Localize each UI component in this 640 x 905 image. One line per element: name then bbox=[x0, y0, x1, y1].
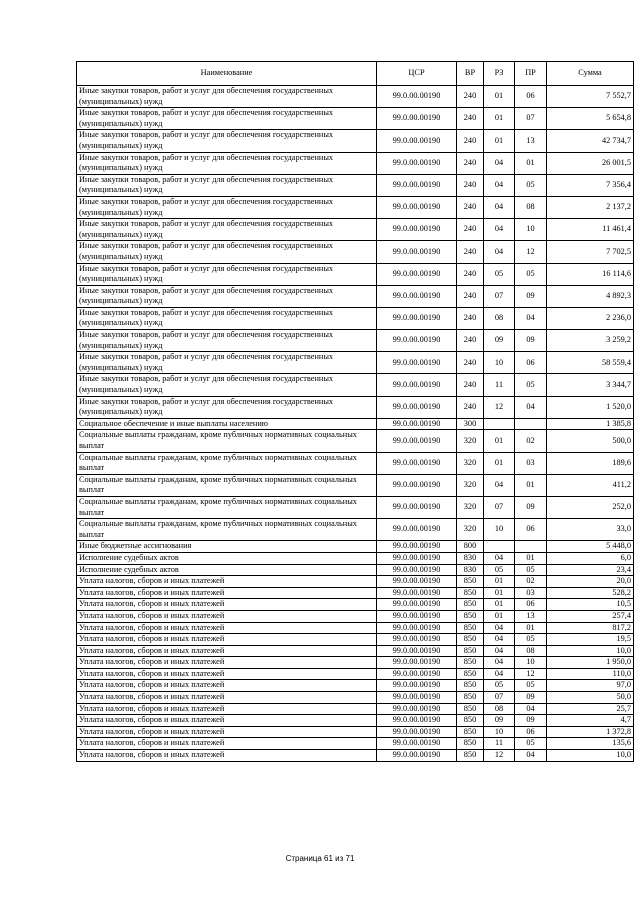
cell-rz: 04 bbox=[484, 622, 515, 634]
cell-rz: 05 bbox=[484, 680, 515, 692]
cell-csr: 99.0.00.00190 bbox=[377, 496, 457, 518]
table-row bbox=[77, 668, 634, 680]
cell-name: Уплата налогов, сборов и иных платежей bbox=[77, 587, 377, 599]
cell-name: Уплата налогов, сборов и иных платежей bbox=[77, 668, 377, 680]
cell-csr: 99.0.00.00190 bbox=[377, 552, 457, 564]
cell-csr: 99.0.00.00190 bbox=[377, 634, 457, 646]
cell-sum: 2 236,0 bbox=[547, 307, 634, 329]
cell-vr: 240 bbox=[457, 263, 484, 285]
cell-pr: 03 bbox=[515, 452, 547, 474]
table-row bbox=[77, 519, 634, 541]
cell-sum: 135,6 bbox=[547, 738, 634, 750]
cell-vr: 850 bbox=[457, 715, 484, 727]
cell-pr: 05 bbox=[515, 738, 547, 750]
cell-vr: 240 bbox=[457, 130, 484, 152]
cell-pr: 09 bbox=[515, 692, 547, 704]
cell-csr: 99.0.00.00190 bbox=[377, 307, 457, 329]
table-header-row bbox=[77, 62, 634, 86]
table-row bbox=[77, 715, 634, 727]
cell-csr: 99.0.00.00190 bbox=[377, 726, 457, 738]
cell-rz: 04 bbox=[484, 668, 515, 680]
cell-sum: 1 950,0 bbox=[547, 657, 634, 669]
cell-sum: 1 372,8 bbox=[547, 726, 634, 738]
cell-csr: 99.0.00.00190 bbox=[377, 715, 457, 727]
cell-pr bbox=[515, 541, 547, 553]
cell-csr: 99.0.00.00190 bbox=[377, 452, 457, 474]
table-row bbox=[77, 576, 634, 588]
cell-csr: 99.0.00.00190 bbox=[377, 750, 457, 762]
cell-pr: 06 bbox=[515, 599, 547, 611]
cell-sum: 10,0 bbox=[547, 645, 634, 657]
cell-csr: 99.0.00.00190 bbox=[377, 108, 457, 130]
table-row bbox=[77, 657, 634, 669]
cell-sum: 23,4 bbox=[547, 564, 634, 576]
cell-pr: 01 bbox=[515, 622, 547, 634]
cell-vr: 850 bbox=[457, 599, 484, 611]
cell-vr: 850 bbox=[457, 634, 484, 646]
cell-sum: 257,4 bbox=[547, 610, 634, 622]
cell-rz: 07 bbox=[484, 285, 515, 307]
table-row bbox=[77, 634, 634, 646]
cell-rz: 12 bbox=[484, 396, 515, 418]
cell-pr: 06 bbox=[515, 352, 547, 374]
table-row bbox=[77, 541, 634, 553]
cell-name: Иные закупки товаров, работ и услуг для обеспечения государственных (муниципальных) нужд bbox=[77, 86, 377, 108]
cell-pr: 04 bbox=[515, 307, 547, 329]
cell-name: Иные закупки товаров, работ и услуг для обеспечения государственных (муниципальных) нужд bbox=[77, 374, 377, 396]
cell-csr: 99.0.00.00190 bbox=[377, 738, 457, 750]
header-vr: ВР bbox=[457, 62, 484, 86]
cell-sum: 110,0 bbox=[547, 668, 634, 680]
cell-pr: 02 bbox=[515, 430, 547, 452]
cell-rz: 04 bbox=[484, 474, 515, 496]
cell-name: Иные закупки товаров, работ и услуг для обеспечения государственных (муниципальных) нужд bbox=[77, 219, 377, 241]
cell-name: Исполнение судебных актов bbox=[77, 552, 377, 564]
cell-rz: 07 bbox=[484, 496, 515, 518]
cell-sum: 25,7 bbox=[547, 703, 634, 715]
cell-csr: 99.0.00.00190 bbox=[377, 352, 457, 374]
cell-name: Иные бюджетные ассигнования bbox=[77, 541, 377, 553]
cell-name: Социальные выплаты гражданам, кроме публичных нормативных социальных выплат bbox=[77, 496, 377, 518]
cell-sum: 2 137,2 bbox=[547, 196, 634, 218]
cell-rz: 01 bbox=[484, 108, 515, 130]
table-row bbox=[77, 680, 634, 692]
cell-name: Уплата налогов, сборов и иных платежей bbox=[77, 645, 377, 657]
table-row bbox=[77, 130, 634, 152]
cell-pr: 03 bbox=[515, 587, 547, 599]
cell-sum: 42 734,7 bbox=[547, 130, 634, 152]
cell-sum: 50,0 bbox=[547, 692, 634, 704]
table-row bbox=[77, 452, 634, 474]
cell-vr: 850 bbox=[457, 657, 484, 669]
cell-rz: 04 bbox=[484, 657, 515, 669]
cell-name: Социальные выплаты гражданам, кроме публичных нормативных социальных выплат bbox=[77, 452, 377, 474]
cell-rz: 08 bbox=[484, 307, 515, 329]
cell-csr: 99.0.00.00190 bbox=[377, 196, 457, 218]
cell-vr: 320 bbox=[457, 430, 484, 452]
cell-vr: 240 bbox=[457, 152, 484, 174]
cell-rz: 04 bbox=[484, 152, 515, 174]
table-row bbox=[77, 496, 634, 518]
table-row bbox=[77, 645, 634, 657]
cell-csr: 99.0.00.00190 bbox=[377, 576, 457, 588]
cell-pr: 04 bbox=[515, 750, 547, 762]
table-row bbox=[77, 219, 634, 241]
cell-csr: 99.0.00.00190 bbox=[377, 396, 457, 418]
cell-csr: 99.0.00.00190 bbox=[377, 541, 457, 553]
cell-rz: 10 bbox=[484, 519, 515, 541]
cell-sum: 1 520,0 bbox=[547, 396, 634, 418]
cell-vr: 240 bbox=[457, 352, 484, 374]
cell-csr: 99.0.00.00190 bbox=[377, 219, 457, 241]
cell-csr: 99.0.00.00190 bbox=[377, 374, 457, 396]
cell-name: Иные закупки товаров, работ и услуг для обеспечения государственных (муниципальных) нужд bbox=[77, 241, 377, 263]
cell-rz: 04 bbox=[484, 552, 515, 564]
cell-csr: 99.0.00.00190 bbox=[377, 263, 457, 285]
cell-sum: 10,0 bbox=[547, 750, 634, 762]
cell-sum: 11 461,4 bbox=[547, 219, 634, 241]
table-row bbox=[77, 418, 634, 430]
cell-pr: 12 bbox=[515, 668, 547, 680]
table-body bbox=[77, 86, 634, 762]
table-row bbox=[77, 263, 634, 285]
cell-name: Уплата налогов, сборов и иных платежей bbox=[77, 634, 377, 646]
table-row bbox=[77, 692, 634, 704]
cell-pr: 09 bbox=[515, 285, 547, 307]
cell-rz: 01 bbox=[484, 430, 515, 452]
cell-csr: 99.0.00.00190 bbox=[377, 152, 457, 174]
table-row bbox=[77, 330, 634, 352]
cell-vr: 240 bbox=[457, 307, 484, 329]
cell-sum: 7 702,5 bbox=[547, 241, 634, 263]
cell-rz: 01 bbox=[484, 599, 515, 611]
cell-csr: 99.0.00.00190 bbox=[377, 130, 457, 152]
cell-rz bbox=[484, 541, 515, 553]
table-row bbox=[77, 241, 634, 263]
cell-vr: 320 bbox=[457, 474, 484, 496]
cell-csr: 99.0.00.00190 bbox=[377, 610, 457, 622]
cell-name: Уплата налогов, сборов и иных платежей bbox=[77, 726, 377, 738]
table-row bbox=[77, 86, 634, 108]
cell-sum: 252,0 bbox=[547, 496, 634, 518]
cell-sum: 97,0 bbox=[547, 680, 634, 692]
cell-vr: 850 bbox=[457, 703, 484, 715]
cell-rz: 04 bbox=[484, 634, 515, 646]
cell-sum: 16 114,6 bbox=[547, 263, 634, 285]
cell-name: Иные закупки товаров, работ и услуг для обеспечения государственных (муниципальных) нужд bbox=[77, 130, 377, 152]
cell-pr: 10 bbox=[515, 657, 547, 669]
cell-vr: 850 bbox=[457, 576, 484, 588]
cell-rz: 04 bbox=[484, 219, 515, 241]
cell-vr: 850 bbox=[457, 668, 484, 680]
cell-csr: 99.0.00.00190 bbox=[377, 587, 457, 599]
cell-vr: 850 bbox=[457, 610, 484, 622]
cell-name: Иные закупки товаров, работ и услуг для обеспечения государственных (муниципальных) нужд bbox=[77, 307, 377, 329]
cell-rz: 09 bbox=[484, 330, 515, 352]
cell-vr: 850 bbox=[457, 587, 484, 599]
table-row bbox=[77, 552, 634, 564]
cell-name: Социальные выплаты гражданам, кроме публичных нормативных социальных выплат bbox=[77, 474, 377, 496]
table-row bbox=[77, 726, 634, 738]
cell-rz: 11 bbox=[484, 374, 515, 396]
table-row bbox=[77, 622, 634, 634]
cell-vr: 320 bbox=[457, 452, 484, 474]
cell-sum: 20,0 bbox=[547, 576, 634, 588]
cell-rz: 04 bbox=[484, 241, 515, 263]
cell-sum: 1 385,8 bbox=[547, 418, 634, 430]
cell-name: Иные закупки товаров, работ и услуг для обеспечения государственных (муниципальных) нужд bbox=[77, 396, 377, 418]
table-row bbox=[77, 152, 634, 174]
table-row bbox=[77, 396, 634, 418]
cell-sum: 7 356,4 bbox=[547, 174, 634, 196]
cell-csr: 99.0.00.00190 bbox=[377, 241, 457, 263]
cell-rz: 04 bbox=[484, 645, 515, 657]
table-row bbox=[77, 307, 634, 329]
table-row bbox=[77, 108, 634, 130]
cell-sum: 189,6 bbox=[547, 452, 634, 474]
table-row bbox=[77, 285, 634, 307]
cell-rz: 01 bbox=[484, 86, 515, 108]
table-row bbox=[77, 587, 634, 599]
cell-csr: 99.0.00.00190 bbox=[377, 285, 457, 307]
cell-csr: 99.0.00.00190 bbox=[377, 519, 457, 541]
cell-sum: 4,7 bbox=[547, 715, 634, 727]
table-row bbox=[77, 352, 634, 374]
cell-name: Уплата налогов, сборов и иных платежей bbox=[77, 692, 377, 704]
cell-pr: 13 bbox=[515, 130, 547, 152]
cell-rz: 11 bbox=[484, 738, 515, 750]
cell-csr: 99.0.00.00190 bbox=[377, 680, 457, 692]
cell-name: Иные закупки товаров, работ и услуг для обеспечения государственных (муниципальных) нужд bbox=[77, 152, 377, 174]
cell-name: Иные закупки товаров, работ и услуг для обеспечения государственных (муниципальных) нужд bbox=[77, 285, 377, 307]
cell-name: Уплата налогов, сборов и иных платежей bbox=[77, 610, 377, 622]
cell-pr: 01 bbox=[515, 152, 547, 174]
cell-vr: 240 bbox=[457, 241, 484, 263]
cell-name: Уплата налогов, сборов и иных платежей bbox=[77, 703, 377, 715]
cell-rz: 01 bbox=[484, 587, 515, 599]
cell-csr: 99.0.00.00190 bbox=[377, 174, 457, 196]
cell-rz bbox=[484, 418, 515, 430]
cell-vr: 300 bbox=[457, 418, 484, 430]
cell-rz: 04 bbox=[484, 196, 515, 218]
cell-sum: 4 892,3 bbox=[547, 285, 634, 307]
cell-name: Иные закупки товаров, работ и услуг для обеспечения государственных (муниципальных) нужд bbox=[77, 196, 377, 218]
cell-sum: 19,5 bbox=[547, 634, 634, 646]
cell-sum: 528,2 bbox=[547, 587, 634, 599]
cell-pr: 06 bbox=[515, 86, 547, 108]
cell-pr: 05 bbox=[515, 680, 547, 692]
cell-rz: 01 bbox=[484, 610, 515, 622]
cell-sum: 411,2 bbox=[547, 474, 634, 496]
cell-name: Уплата налогов, сборов и иных платежей bbox=[77, 576, 377, 588]
cell-sum: 3 344,7 bbox=[547, 374, 634, 396]
cell-vr: 320 bbox=[457, 519, 484, 541]
cell-rz: 12 bbox=[484, 750, 515, 762]
cell-pr: 06 bbox=[515, 519, 547, 541]
cell-name: Иные закупки товаров, работ и услуг для обеспечения государственных (муниципальных) нужд bbox=[77, 263, 377, 285]
cell-name: Социальные выплаты гражданам, кроме публичных нормативных социальных выплат bbox=[77, 430, 377, 452]
cell-vr: 240 bbox=[457, 374, 484, 396]
cell-name: Уплата налогов, сборов и иных платежей bbox=[77, 750, 377, 762]
cell-csr: 99.0.00.00190 bbox=[377, 330, 457, 352]
cell-rz: 10 bbox=[484, 352, 515, 374]
cell-vr: 240 bbox=[457, 174, 484, 196]
cell-vr: 240 bbox=[457, 396, 484, 418]
cell-vr: 320 bbox=[457, 496, 484, 518]
cell-name: Иные закупки товаров, работ и услуг для обеспечения государственных (муниципальных) нужд bbox=[77, 108, 377, 130]
cell-vr: 830 bbox=[457, 552, 484, 564]
cell-rz: 09 bbox=[484, 715, 515, 727]
header-pr: ПР bbox=[515, 62, 547, 86]
table-row bbox=[77, 374, 634, 396]
cell-pr: 04 bbox=[515, 396, 547, 418]
cell-csr: 99.0.00.00190 bbox=[377, 622, 457, 634]
cell-sum: 3 259,2 bbox=[547, 330, 634, 352]
cell-sum: 33,0 bbox=[547, 519, 634, 541]
cell-name: Уплата налогов, сборов и иных платежей bbox=[77, 738, 377, 750]
cell-name: Социальные выплаты гражданам, кроме публичных нормативных социальных выплат bbox=[77, 519, 377, 541]
cell-name: Иные закупки товаров, работ и услуг для обеспечения государственных (муниципальных) нужд bbox=[77, 330, 377, 352]
cell-csr: 99.0.00.00190 bbox=[377, 692, 457, 704]
cell-pr: 08 bbox=[515, 645, 547, 657]
cell-sum: 500,0 bbox=[547, 430, 634, 452]
cell-pr: 09 bbox=[515, 496, 547, 518]
header-name: Наименование bbox=[77, 62, 377, 86]
table-row bbox=[77, 703, 634, 715]
cell-sum: 5 448,0 bbox=[547, 541, 634, 553]
table-row bbox=[77, 599, 634, 611]
cell-name: Уплата налогов, сборов и иных платежей bbox=[77, 657, 377, 669]
cell-sum: 7 552,7 bbox=[547, 86, 634, 108]
table-row bbox=[77, 610, 634, 622]
cell-pr: 05 bbox=[515, 374, 547, 396]
cell-pr: 02 bbox=[515, 576, 547, 588]
cell-pr: 05 bbox=[515, 634, 547, 646]
cell-vr: 850 bbox=[457, 726, 484, 738]
cell-name: Уплата налогов, сборов и иных платежей bbox=[77, 622, 377, 634]
cell-sum: 26 001,5 bbox=[547, 152, 634, 174]
cell-vr: 850 bbox=[457, 738, 484, 750]
cell-csr: 99.0.00.00190 bbox=[377, 474, 457, 496]
table-row bbox=[77, 474, 634, 496]
cell-rz: 01 bbox=[484, 452, 515, 474]
page-number: Страница 61 из 71 bbox=[285, 854, 355, 863]
cell-vr: 850 bbox=[457, 622, 484, 634]
cell-name: Социальное обеспечение и иные выплаты населению bbox=[77, 418, 377, 430]
cell-name: Иные закупки товаров, работ и услуг для обеспечения государственных (муниципальных) нужд bbox=[77, 352, 377, 374]
table-row bbox=[77, 196, 634, 218]
table-row bbox=[77, 430, 634, 452]
cell-vr: 800 bbox=[457, 541, 484, 553]
cell-vr: 240 bbox=[457, 219, 484, 241]
cell-pr: 12 bbox=[515, 241, 547, 263]
cell-vr: 240 bbox=[457, 196, 484, 218]
cell-name: Уплата налогов, сборов и иных платежей bbox=[77, 680, 377, 692]
cell-rz: 05 bbox=[484, 263, 515, 285]
table-row bbox=[77, 738, 634, 750]
cell-csr: 99.0.00.00190 bbox=[377, 703, 457, 715]
cell-pr: 10 bbox=[515, 219, 547, 241]
cell-sum: 5 654,8 bbox=[547, 108, 634, 130]
table-row bbox=[77, 750, 634, 762]
cell-pr: 08 bbox=[515, 196, 547, 218]
cell-csr: 99.0.00.00190 bbox=[377, 86, 457, 108]
cell-sum: 6,0 bbox=[547, 552, 634, 564]
cell-rz: 01 bbox=[484, 576, 515, 588]
cell-vr: 240 bbox=[457, 86, 484, 108]
cell-vr: 850 bbox=[457, 680, 484, 692]
cell-pr: 13 bbox=[515, 610, 547, 622]
cell-vr: 850 bbox=[457, 645, 484, 657]
budget-table bbox=[76, 61, 634, 762]
cell-rz: 05 bbox=[484, 564, 515, 576]
cell-pr: 07 bbox=[515, 108, 547, 130]
cell-pr: 04 bbox=[515, 703, 547, 715]
cell-pr: 05 bbox=[515, 263, 547, 285]
cell-vr: 850 bbox=[457, 750, 484, 762]
cell-rz: 10 bbox=[484, 726, 515, 738]
header-sum: Сумма bbox=[547, 62, 634, 86]
cell-csr: 99.0.00.00190 bbox=[377, 430, 457, 452]
cell-pr bbox=[515, 418, 547, 430]
cell-csr: 99.0.00.00190 bbox=[377, 657, 457, 669]
cell-name: Иные закупки товаров, работ и услуг для обеспечения государственных (муниципальных) нужд bbox=[77, 174, 377, 196]
cell-pr: 05 bbox=[515, 174, 547, 196]
cell-csr: 99.0.00.00190 bbox=[377, 668, 457, 680]
cell-csr: 99.0.00.00190 bbox=[377, 645, 457, 657]
cell-vr: 850 bbox=[457, 692, 484, 704]
cell-rz: 07 bbox=[484, 692, 515, 704]
cell-vr: 830 bbox=[457, 564, 484, 576]
cell-rz: 08 bbox=[484, 703, 515, 715]
cell-name: Исполнение судебных актов bbox=[77, 564, 377, 576]
cell-vr: 240 bbox=[457, 330, 484, 352]
cell-name: Уплата налогов, сборов и иных платежей bbox=[77, 715, 377, 727]
table-row bbox=[77, 564, 634, 576]
cell-pr: 06 bbox=[515, 726, 547, 738]
cell-pr: 09 bbox=[515, 330, 547, 352]
cell-pr: 09 bbox=[515, 715, 547, 727]
cell-pr: 05 bbox=[515, 564, 547, 576]
cell-csr: 99.0.00.00190 bbox=[377, 599, 457, 611]
cell-rz: 04 bbox=[484, 174, 515, 196]
cell-csr: 99.0.00.00190 bbox=[377, 418, 457, 430]
cell-vr: 240 bbox=[457, 108, 484, 130]
table-row bbox=[77, 174, 634, 196]
cell-rz: 01 bbox=[484, 130, 515, 152]
header-csr: ЦСР bbox=[377, 62, 457, 86]
cell-sum: 817,2 bbox=[547, 622, 634, 634]
cell-vr: 240 bbox=[457, 285, 484, 307]
cell-name: Уплата налогов, сборов и иных платежей bbox=[77, 599, 377, 611]
header-rz: РЗ bbox=[484, 62, 515, 86]
cell-sum: 58 559,4 bbox=[547, 352, 634, 374]
cell-pr: 01 bbox=[515, 552, 547, 564]
cell-pr: 01 bbox=[515, 474, 547, 496]
cell-sum: 10,5 bbox=[547, 599, 634, 611]
cell-csr: 99.0.00.00190 bbox=[377, 564, 457, 576]
